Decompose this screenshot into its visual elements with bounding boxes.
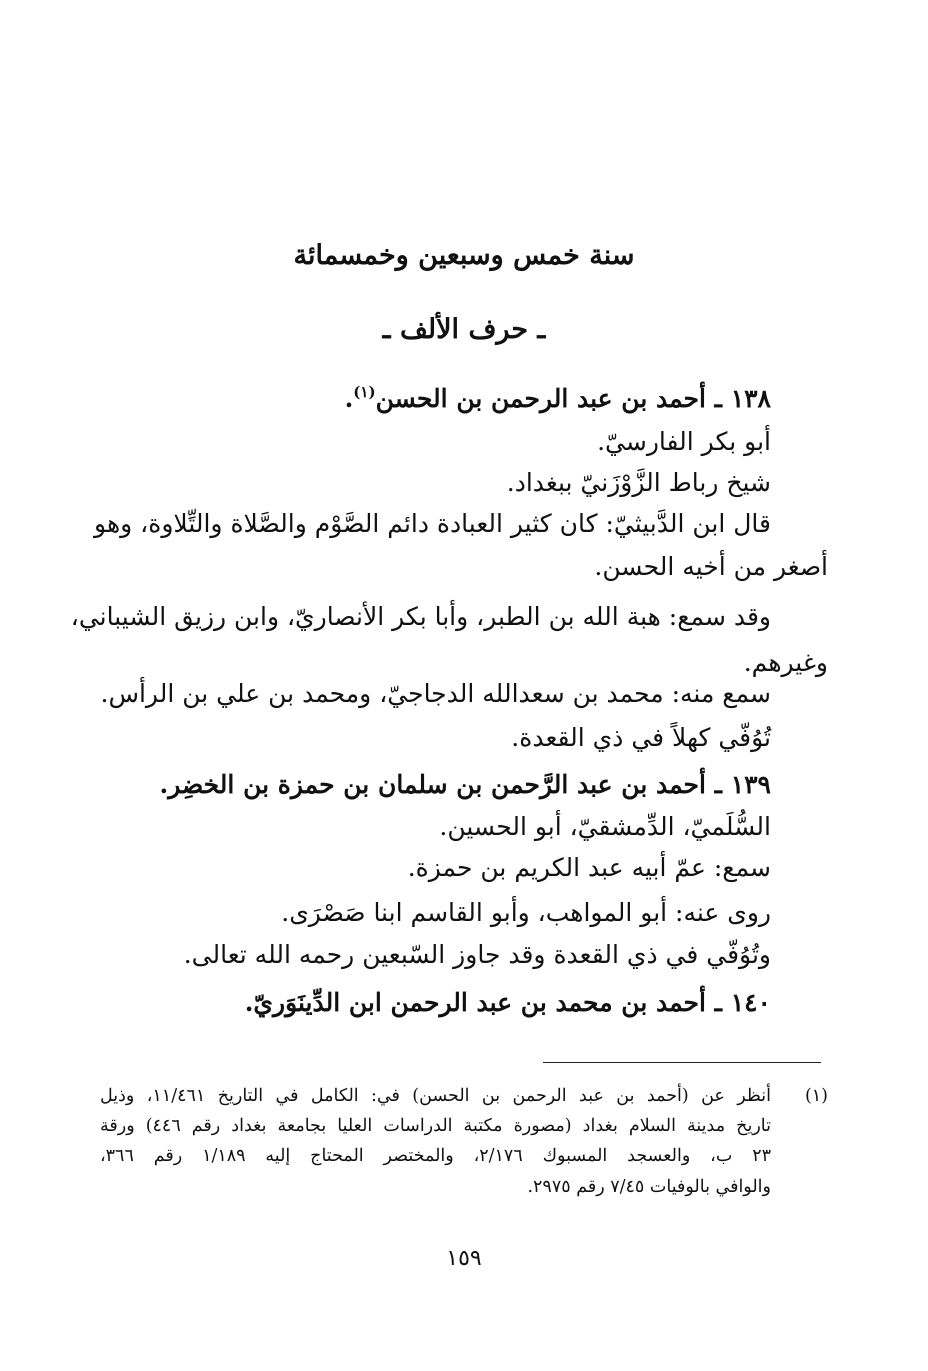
entry-138-line-8: تُوُفّي كهلاً في ذي القعدة. (511, 723, 771, 752)
footnote-line-4: والوافي بالوفيات ٧/٤٥ رقم ٢٩٧٥. (527, 1177, 771, 1197)
entry-139-heading: ١٣٩ ـ أحمد بن عبد الرَّحمن بن سلمان بن حمزة بن الخضِر. (159, 770, 771, 799)
entry-139-line-1: السُّلَميّ، الدِّمشقيّ، أبو الحسين. (439, 812, 771, 841)
footnote-marker: (١) (804, 1086, 828, 1106)
footnote-ref: (١) (353, 383, 376, 401)
footnote-line-3: ٢٣ ب، والعسجد المسبوك ٢/١٧٦، والمختصر المحتاج إليه ١/١٨٩ رقم ٣٦٦، (100, 1146, 771, 1166)
entry-138-line-6: وغيرهم. (743, 648, 828, 677)
entry-139-line-3: روى عنه: أبو المواهب، وأبو القاسم ابنا صَصْرَى. (281, 898, 771, 927)
entry-138-heading-end: . (344, 384, 354, 413)
entry-138-line-4: أصغر من أخيه الحسن. (594, 552, 828, 581)
entry-138-line-3: قال ابن الدَّبيثيّ: كان كثير العبادة دائم الصَّوْم والصَّلاة والتِّلاوة، وهو (94, 509, 771, 538)
entry-138-heading-text: ١٣٨ ـ أحمد بن عبد الرحمن بن الحسن (375, 384, 771, 413)
footnote-line-2: تاريخ مدينة السلام بغداد (مصورة مكتبة الدراسات العليا بجامعة بغداد رقم ٤٤٦) ورقة (100, 1116, 771, 1136)
entry-140-heading: ١٤٠ ـ أحمد بن محمد بن عبد الرحمن ابن الدِّينَوَريّ. (244, 988, 771, 1017)
footnote-separator (543, 1062, 821, 1063)
entry-138-line-7: سمع منه: محمد بن سعدالله الدجاجيّ، ومحمد بن علي بن الرأس. (100, 679, 771, 708)
entry-138-line-2: شيخ رباط الزَّوْزَنيّ ببغداد. (506, 468, 771, 497)
entry-138-line-5: وقد سمع: هبة الله بن الطبر، وأبا بكر الأنصاريّ، وابن رزيق الشيباني، (70, 602, 771, 631)
year-title: سنة خمس وسبعين وخمسمائة (293, 240, 635, 271)
page-number: ١٥٩ (446, 1246, 482, 1271)
footnote-line-1: أنظر عن (أحمد بن عبد الرحمن بن الحسن) في: الكامل في التاريخ ١١/٤٦١، وذيل (100, 1086, 771, 1106)
section-title: ـ حرف الألف ـ (382, 314, 546, 345)
entry-139-line-2: سمع: عمّ أبيه عبد الكريم بن حمزة. (407, 853, 771, 882)
entry-138-line-1: أبو بكر الفارسيّ. (597, 427, 771, 456)
entry-139-line-4: وتُوُفّي في ذي القعدة وقد جاوز السّبعين رحمه الله تعالى. (183, 940, 771, 969)
entry-138-heading (345, 382, 771, 416)
